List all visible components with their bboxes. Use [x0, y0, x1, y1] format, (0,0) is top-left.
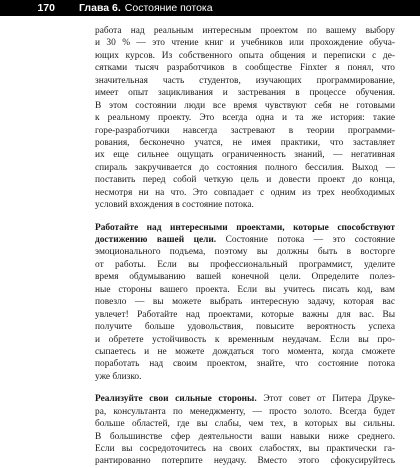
- text-line: увлечет! Работайте над проектами, которые важны для вас. Вы: [95, 309, 395, 320]
- text-line: эмоционального подъема, поэтому вы должны быть в восторге: [95, 247, 395, 258]
- paragraph: [95, 25, 395, 212]
- text-line: достижению вашей цели. Состояние потока — это состояние: [95, 235, 395, 245]
- text-line: их еще сильнее ощущать ограниченность знаний, — негативная: [95, 150, 395, 161]
- paragraph-gap: [95, 212, 395, 222]
- text-line: условий вхождения в состояние потока.: [95, 200, 254, 211]
- paragraph: [95, 393, 395, 468]
- page-number: 170: [37, 2, 55, 14]
- text-line: рования, бесконечно учатся, не имея практики, что заставляет: [95, 137, 395, 148]
- text-line: значительная часть студентов, изучающих программирование,: [95, 75, 395, 86]
- paragraph: [95, 222, 395, 384]
- text-line: ные стороны вашего проекта. Если вы учитесь писать код, вам: [95, 284, 395, 295]
- text-line: поставить перед собой четкую цель и довести проект до конца,: [95, 175, 395, 186]
- text-line: ющих курсов. Из собственного опыта общения и переписки с де-: [95, 50, 395, 61]
- text-line: имеет опыт зацикливания и застревания в процессе обучения.: [95, 88, 395, 99]
- text-line: уже близко.: [95, 371, 142, 382]
- text-line: горе-разработчики навсегда застревают в теории программи-: [95, 125, 395, 136]
- text-line: к реальному проекту. Это всегда одна и та же история: такие: [95, 113, 395, 124]
- text-line: В этом состоянии люди все время чувствуют себя не готовыми: [95, 100, 395, 111]
- text-line: от работы. Если вы профессиональный программист, уделите: [95, 259, 395, 270]
- text-line: и обретете устойчивость к временным неудачам. Если вы про-: [95, 334, 395, 345]
- text-line: спираль закручивается до состояния полного бессилия. Выход —: [95, 162, 395, 173]
- text-line: Реализуйте свои сильные стороны. Этот совет от Питера Друке-: [95, 394, 395, 405]
- text-line: повезло — вы можете выбрать интересную задачу, которая вас: [95, 297, 395, 308]
- text-line: рантированно потерпите неудачу. Вместо этого сфокусируйтесь: [95, 456, 395, 467]
- text-line: работа над реальным интересным проектом по вашему выбору: [95, 26, 395, 36]
- text-line: Если вы сосредоточитесь на своих слабостях, вы практически га-: [95, 444, 395, 454]
- text-line: В большинстве сфер деятельности ваши навыки ниже среднего.: [95, 431, 395, 442]
- text-line: ра, консультанта по менеджменту, — просто золото. Всегда будет: [95, 406, 395, 417]
- text-line: получите больше удовольствия, повысите вероятность успеха: [95, 322, 395, 333]
- running-header: [0, 0, 420, 16]
- text-line: сятками тысяч разработчиков в сообществе Finxter я понял, что: [95, 63, 395, 74]
- paragraph-gap: [95, 383, 395, 393]
- text-line: и 30 % — это чтение книг и учебников или прохождение обуча-: [95, 38, 395, 49]
- chapter-label: Глава 6.: [79, 2, 121, 14]
- text-line: Работайте над интересными проектами, которые способствуют: [95, 222, 395, 233]
- text-line: поработать над своим проектом, знайте, что состояние потока: [95, 359, 395, 370]
- body-text: [95, 25, 395, 468]
- text-line: сыпаетесь и не можете дождаться того момента, когда сможете: [95, 346, 395, 357]
- chapter-title: Состояние потока: [124, 2, 213, 14]
- text-line: время обдумыванию вашей конечной цели. Определите полез-: [95, 272, 395, 283]
- text-line: несмотря ни на что. Это совпадает с одним из трех необходимых: [95, 187, 395, 198]
- text-line: больше областей, где вы слабы, чем тех, в которых вы сильны.: [95, 419, 395, 430]
